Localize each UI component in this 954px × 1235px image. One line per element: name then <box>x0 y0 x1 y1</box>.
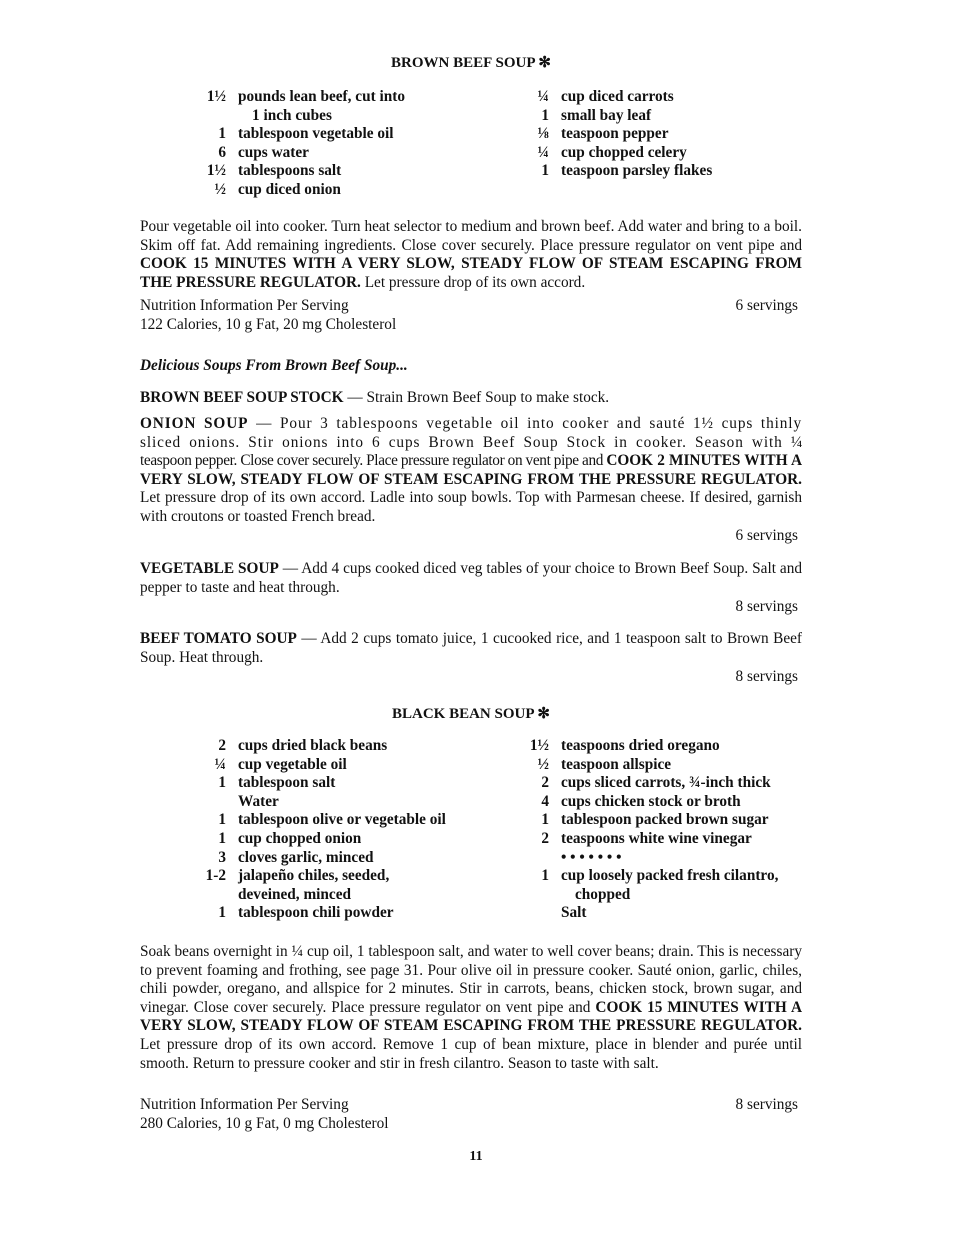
ingredient-row: 1½ teaspoons dried oregano <box>529 737 720 754</box>
variation-soup-stock: BROWN BEEF SOUP STOCK — Strain Brown Beef Soup to make stock. <box>140 389 610 406</box>
ingredient-row: ¼ cup chopped celery <box>537 143 687 161</box>
nutrition-label: Nutrition Information Per Serving <box>140 1096 349 1113</box>
ingredient-row: 2 cups dried black beans <box>218 737 388 754</box>
servings: 8 servings <box>735 1096 798 1113</box>
ingredient-row: ¼ cup diced carrots <box>537 88 674 105</box>
ingredient-row: Water <box>238 792 279 810</box>
page-number: 11 <box>469 1149 483 1164</box>
ingredient-row: 1½ pounds lean beef, cut into <box>206 88 406 105</box>
ingredients-right-column <box>463 737 778 923</box>
directions-brown-beef-soup: Pour vegetable oil into cooker. Turn heat selector to medium and brown beef. Add water and bring to a boil. Skim off fat. Add remaining ingredients. Close cover securely. Place pressure regulator on vent pipe and COOK 15 MINUTES WITH A VERY SLOW, STEADY FLOW OF STEAM ESCAPING FROM THE PRESSURE REGULATOR. Let pressure drop of its own accord. <box>140 218 802 291</box>
nutrition-label: Nutrition Information Per Serving <box>140 297 349 314</box>
ingredient-row: ⅛ teaspoon pepper <box>537 125 669 143</box>
nutrition-black-bean-soup <box>140 1096 802 1133</box>
variation-beef-tomato-soup: BEEF TOMATO SOUP — Add 2 cups tomato juice, 1 cucooked rice, and 1 teaspoon salt to Brown Beef Soup. Heat through. <box>140 630 802 666</box>
nutrition-brown-beef-soup <box>140 297 802 334</box>
ingredient-row: 1 tablespoon vegetable oil <box>218 125 394 143</box>
ingredients-right-column <box>463 88 712 181</box>
servings: 6 servings <box>735 297 798 314</box>
ingredient-row: 4 cups chicken stock or broth <box>541 792 741 810</box>
ingredient-row: 1 cup loosely packed fresh cilantro, <box>541 867 779 885</box>
ingredient-row: 1 inch cubes <box>252 106 332 124</box>
directions-black-bean-soup: Soak beans overnight in ¼ cup oil, 1 tablespoon salt, and water to well cover beans; drain. This is necessary to prevent foaming and frothing, see page 31. Pour olive oil in pressure cooker. Sauté onion, garlic, chiles, chili powder, oregano, and allspice for 2 minutes. Stir in carrots, beans, chicken stock, brown sugar, and vinegar. Close cover securely. Place pressure regulator on vent pipe and COOK 15 MINUTES WITH A VERY SLOW, STEADY FLOW OF STEAM ESCAPING FROM THE PRESSURE REGULATOR. Let pressure drop of its own accord. Remove 1 cup of bean mixture, place in blender and purée until smooth. Return to pressure cooker and stir in fresh cilantro. Season to taste with salt. <box>140 943 802 1072</box>
nutrition-values: 122 Calories, 10 g Fat, 20 mg Cholesterol <box>140 315 397 333</box>
ingredient-row: ½ teaspoon allspice <box>537 755 672 773</box>
ingredient-row: Salt <box>561 904 587 922</box>
ingredient-row: deveined, minced <box>238 885 352 903</box>
ingredient-row: 1 small bay leaf <box>541 106 652 124</box>
ingredient-row: 3 cloves garlic, minced <box>218 848 374 866</box>
ingredient-row: 2 teaspoons white wine vinegar <box>541 829 752 847</box>
servings: 8 servings <box>735 598 798 615</box>
ingredient-row: ½ cup diced onion <box>214 180 341 198</box>
ingredients-left-column <box>140 737 446 923</box>
servings: 6 servings <box>735 527 798 544</box>
variations-heading: Delicious Soups From Brown Beef Soup... <box>140 357 408 374</box>
recipe-title-black-bean-soup: BLACK BEAN SOUP ✻ <box>391 706 550 722</box>
ingredient-row: 1 tablespoon packed brown sugar <box>541 811 769 829</box>
ingredient-row: ¼ cup vegetable oil <box>214 755 347 773</box>
ingredient-row: 1 cup chopped onion <box>218 829 362 847</box>
ingredient-separator: • • • • • • • <box>561 848 622 866</box>
ingredient-row: 1½ tablespoons salt <box>206 162 342 180</box>
variation-vegetable-soup: VEGETABLE SOUP — Add 4 cups cooked diced veg tables of your choice to Brown Beef Soup. Salt and pepper to taste and heat through. <box>140 560 802 596</box>
ingredient-row: chopped <box>575 885 631 903</box>
ingredient-row: 6 cups water <box>218 143 309 161</box>
variation-onion-soup: ONION SOUP — Pour 3 tablespoons vegetable oil into cooker and sauté 1½ cups thinly sliced onions. Stir onions into 6 cups Brown Beef Soup Stock in cooker. Season with ¼ teaspoon pepper. Close cover securely. Place pressure regulator on vent pipe and COOK 2 MINUTES WITH A VERY SLOW, STEADY FLOW OF STEAM ESCAPING FROM THE PRESSURE REGULATOR. Let pressure drop of its own accord. Ladle into soup bowls. Top with Parmesan cheese. If desired, garnish with croutons or toasted French bread. <box>140 415 803 525</box>
ingredients-left-column <box>140 88 405 200</box>
ingredient-row: 1 tablespoon salt <box>218 774 336 792</box>
ingredient-row: 2 cups sliced carrots, ¾-inch thick <box>541 774 771 792</box>
ingredient-row: 1 teaspoon parsley flakes <box>541 162 713 180</box>
recipe-title-brown-beef-soup: BROWN BEEF SOUP ✻ <box>391 55 551 71</box>
servings: 8 servings <box>735 668 798 685</box>
ingredient-row: 1 tablespoon olive or vegetable oil <box>218 811 446 829</box>
nutrition-values: 280 Calories, 10 g Fat, 0 mg Cholesterol <box>140 1114 389 1132</box>
ingredient-row: 1 tablespoon chili powder <box>218 904 394 922</box>
ingredient-row: 1-2 jalapeño chiles, seeded, <box>205 867 390 885</box>
